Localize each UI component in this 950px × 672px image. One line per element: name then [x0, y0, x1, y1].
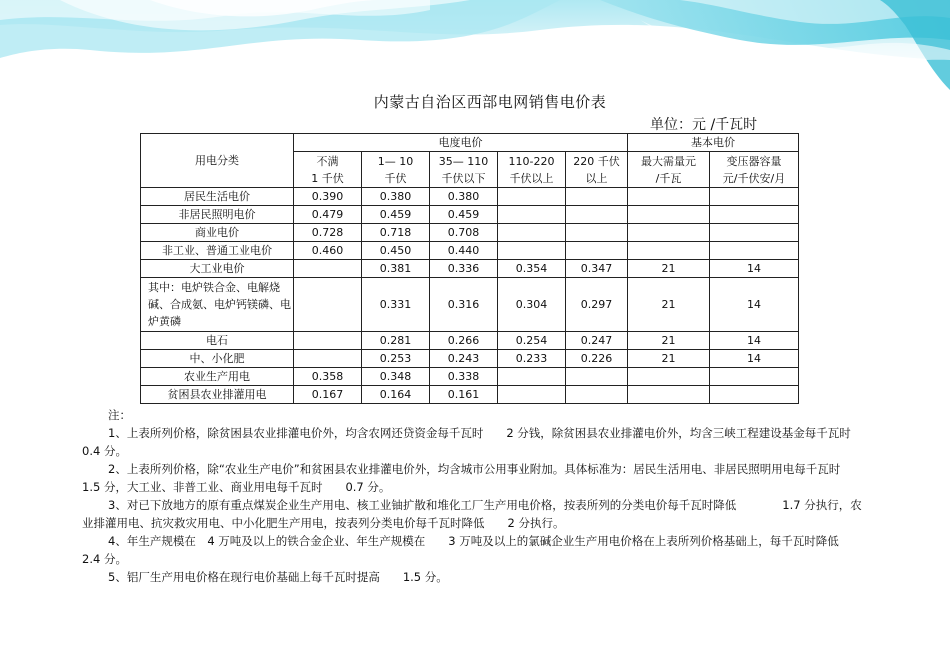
table-cell [710, 386, 799, 404]
table-cell: 0.708 [430, 224, 498, 242]
row-label: 中、小化肥 [141, 350, 294, 368]
basic-price-header: 基本电价 [628, 134, 799, 152]
table-cell: 0.381 [362, 260, 430, 278]
table-cell: 0.459 [362, 206, 430, 224]
row-label: 电石 [141, 332, 294, 350]
row-label: 居民生活电价 [141, 188, 294, 206]
table-cell: 0.347 [566, 260, 628, 278]
table-cell: 0.266 [430, 332, 498, 350]
col-header: 35— 110 千伏以下 [430, 152, 498, 188]
table-cell: 0.348 [362, 368, 430, 386]
col-header: 220 千伏 以上 [566, 152, 628, 188]
row-label: 商业电价 [141, 224, 294, 242]
col-header: 110-220 千伏以上 [498, 152, 566, 188]
price-table [140, 133, 799, 404]
table-cell: 0.331 [362, 278, 430, 332]
table-cell: 0.247 [566, 332, 628, 350]
row-label: 贫困县农业排灌用电 [141, 386, 294, 404]
table-cell [566, 206, 628, 224]
table-cell: 0.440 [430, 242, 498, 260]
table-cell: 0.281 [362, 332, 430, 350]
col-header: 最大需量元 /千瓦 [628, 152, 710, 188]
table-row [141, 224, 799, 242]
row-label: 农业生产用电 [141, 368, 294, 386]
table-cell: 0.460 [294, 242, 362, 260]
row-label: 非工业、普通工业电价 [141, 242, 294, 260]
table-cell: 0.164 [362, 386, 430, 404]
page-title: 内蒙古自治区西部电网销售电价表 [373, 93, 607, 111]
table-cell [710, 206, 799, 224]
table-cell [628, 368, 710, 386]
table-cell: 0.297 [566, 278, 628, 332]
table-row [141, 332, 799, 350]
table-cell [294, 332, 362, 350]
table-cell: 0.336 [430, 260, 498, 278]
table-cell [566, 242, 628, 260]
table-cell [566, 188, 628, 206]
note-item: 1、上表所列价格，除贫困县农业排灌电价外，均含农网还贷资金每千瓦时 2 分钱，除贫困县农业排灌电价外，均含三峡工程建设基金每千瓦时 0.4 分。 [82, 426, 863, 458]
table-row [141, 386, 799, 404]
table-cell [628, 206, 710, 224]
table-cell [566, 386, 628, 404]
table-cell: 21 [628, 332, 710, 350]
table-cell: 0.338 [430, 368, 498, 386]
table-cell [710, 368, 799, 386]
table-cell: 14 [710, 332, 799, 350]
col-header: 变压器容量 元/千伏安/月 [710, 152, 799, 188]
table-cell: 0.358 [294, 368, 362, 386]
table-cell [710, 188, 799, 206]
table-cell [498, 242, 566, 260]
table-cell [294, 278, 362, 332]
table-row [141, 188, 799, 206]
table-cell: 0.390 [294, 188, 362, 206]
table-cell: 0.354 [498, 260, 566, 278]
table-cell: 21 [628, 260, 710, 278]
table-cell: 21 [628, 350, 710, 368]
note-item: 4、年生产规模在 4 万吨及以上的铁合金企业、年生产规模在 3 万吨及以上的氯碱企业生产用电价格在上表所列价格基础上，每千瓦时降低 2.4 分。 [82, 534, 851, 566]
note-item: 2、上表所列价格，除“农业生产电价”和贫困县农业排灌电价外，均含城市公用事业附加。具体标准为：居民生活用电、非居民照明用电每千瓦时 1.5 分，大工业、非普工业、商业用电每千瓦时 0.7 分。 [82, 462, 852, 494]
table-cell [628, 386, 710, 404]
table-cell: 0.459 [430, 206, 498, 224]
table-cell: 0.718 [362, 224, 430, 242]
row-label: 其中：电炉铁合金、电解烧碱、合成氨、电炉钙镁磷、电炉黄磷 [141, 278, 294, 332]
table-cell: 0.254 [498, 332, 566, 350]
table-cell: 0.243 [430, 350, 498, 368]
unit-label: 单位：元 /千瓦时 [650, 117, 758, 133]
table-cell: 14 [710, 278, 799, 332]
row-label: 大工业电价 [141, 260, 294, 278]
row-label: 非居民照明电价 [141, 206, 294, 224]
table-row [141, 278, 799, 332]
table-cell [498, 188, 566, 206]
category-header: 用电分类 [141, 134, 294, 188]
energy-price-header: 电度电价 [294, 134, 628, 152]
table-cell [294, 260, 362, 278]
table-row [141, 350, 799, 368]
table-cell: 14 [710, 350, 799, 368]
table-cell: 0.450 [362, 242, 430, 260]
table-row [141, 242, 799, 260]
table-cell: 0.161 [430, 386, 498, 404]
table-cell [710, 224, 799, 242]
table-cell: 0.380 [362, 188, 430, 206]
table-cell [566, 224, 628, 242]
table-cell [498, 206, 566, 224]
table-cell: 0.380 [430, 188, 498, 206]
table-cell: 0.253 [362, 350, 430, 368]
table-cell: 0.316 [430, 278, 498, 332]
table-cell: 0.304 [498, 278, 566, 332]
table-cell [628, 188, 710, 206]
table-cell [294, 350, 362, 368]
table-cell: 14 [710, 260, 799, 278]
col-header: 1— 10 千伏 [362, 152, 430, 188]
table-cell [498, 368, 566, 386]
table-cell: 0.167 [294, 386, 362, 404]
table-cell [498, 224, 566, 242]
notes-section [82, 406, 868, 586]
table-cell: 0.233 [498, 350, 566, 368]
table-row [141, 260, 799, 278]
notes-heading: 注： [108, 408, 131, 422]
table-cell [628, 242, 710, 260]
table-cell [566, 368, 628, 386]
table-cell: 0.226 [566, 350, 628, 368]
table-cell [710, 242, 799, 260]
table-row [141, 368, 799, 386]
table-cell [628, 224, 710, 242]
table-row [141, 206, 799, 224]
table-cell [498, 386, 566, 404]
decorative-banner [0, 0, 950, 90]
table-cell: 0.479 [294, 206, 362, 224]
note-item: 3、对已下放地方的原有重点煤炭企业生产用电、核工业铀扩散和堆化工厂生产用电价格，按表所列的分类电价每千瓦时降低 1.7 分执行，农业排灌用电、抗灾救灾用电、中小化肥生产用电，按表列分类电价每千瓦时降低 2 分执行。 [82, 498, 862, 530]
table-cell: 0.728 [294, 224, 362, 242]
note-item: 5、铝厂生产用电价格在现行电价基础上每千瓦时提高 1.5 分。 [108, 570, 448, 584]
col-header: 不满 1 千伏 [294, 152, 362, 188]
table-cell: 21 [628, 278, 710, 332]
